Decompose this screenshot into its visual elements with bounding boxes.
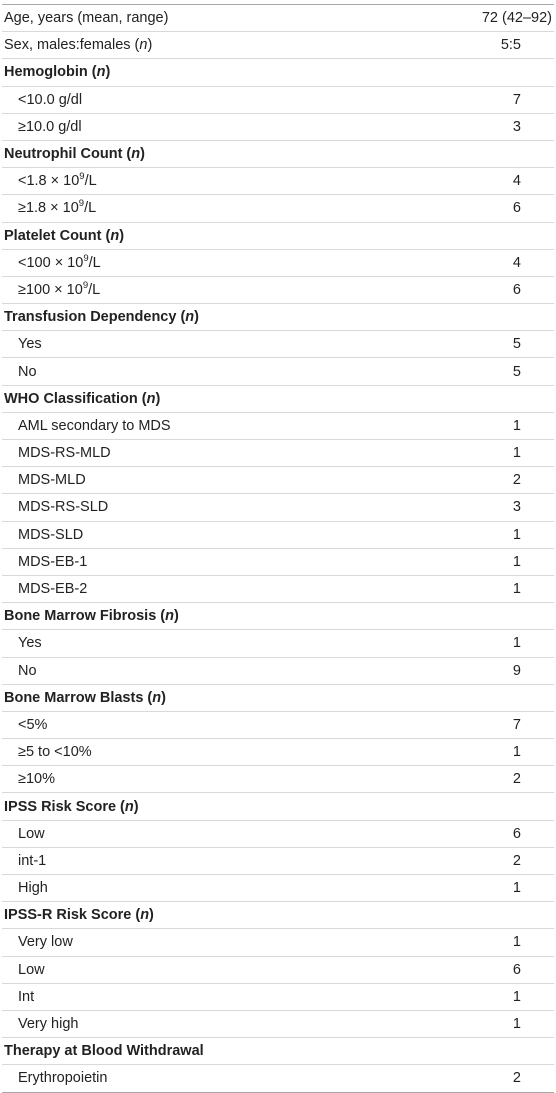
- table-row: [2, 521, 554, 548]
- table-row: [2, 412, 554, 439]
- row-value: [402, 793, 554, 820]
- table-row: [2, 548, 554, 575]
- row-value: [402, 385, 554, 412]
- table-row: [2, 929, 554, 956]
- row-label: $\ge 1.8 \times 10^9/L$: [2, 195, 402, 222]
- row-value: [402, 59, 554, 86]
- section-header-row: [2, 385, 554, 412]
- row-label: MDS-EB-1: [2, 548, 402, 575]
- table-row: [2, 1065, 554, 1092]
- table-row: [2, 168, 554, 195]
- table-row: [2, 739, 554, 766]
- row-value: 5: [402, 358, 554, 385]
- row-label: Very high: [2, 1010, 402, 1037]
- row-value: 1: [402, 1010, 554, 1037]
- row-label: <10.0 g/dl: [2, 86, 402, 113]
- characteristics-table: [2, 5, 554, 1092]
- row-value: 6: [402, 276, 554, 303]
- row-label: Low: [2, 956, 402, 983]
- row-label: int-1: [2, 847, 402, 874]
- row-label: $<100 \times 10^9/L$: [2, 249, 402, 276]
- row-label: Yes: [2, 331, 402, 358]
- section-header-row: [2, 684, 554, 711]
- section-header-label: IPSS-R Risk Score (n): [2, 902, 402, 929]
- row-value: [402, 684, 554, 711]
- row-value: [402, 1038, 554, 1065]
- table-row: [2, 630, 554, 657]
- row-value: 5: [402, 331, 554, 358]
- row-value: 3: [402, 113, 554, 140]
- section-header-label: WHO Classification (n): [2, 385, 402, 412]
- table-row: [2, 249, 554, 276]
- row-value: 1: [402, 548, 554, 575]
- row-value: 4: [402, 168, 554, 195]
- section-header-label: Therapy at Blood Withdrawal: [2, 1038, 402, 1065]
- section-header-row: [2, 304, 554, 331]
- row-value: 2: [512, 1070, 521, 1087]
- row-label: $<1.8 \times 10^9/L$: [2, 168, 402, 195]
- row-value: 1: [402, 739, 554, 766]
- row-value: 72 (42–92): [402, 5, 554, 32]
- table-row: [2, 956, 554, 983]
- row-label: $\ge 100 \times 10^9/L$: [2, 276, 402, 303]
- table-row: [2, 86, 554, 113]
- row-label: Low: [2, 820, 402, 847]
- row-label: MDS-RS-SLD: [2, 494, 402, 521]
- row-value: 1: [402, 630, 554, 657]
- section-header-label: IPSS Risk Score (n): [2, 793, 402, 820]
- row-value: 1: [402, 929, 554, 956]
- table-row: [2, 494, 554, 521]
- row-label: ≥5 to <10%: [2, 739, 402, 766]
- patient-characteristics-table: [2, 4, 554, 1093]
- table-row: [2, 820, 554, 847]
- table-row: [2, 5, 554, 32]
- table-row: [2, 440, 554, 467]
- row-label: Age, years (mean, range): [2, 5, 402, 32]
- row-value: 5:5: [402, 32, 554, 59]
- table-bottom-rule: [2, 1092, 554, 1093]
- section-header-row: [2, 793, 554, 820]
- table-row: [2, 766, 554, 793]
- section-header-row: [2, 140, 554, 167]
- row-value: 3: [402, 494, 554, 521]
- row-label: Int: [2, 983, 402, 1010]
- row-label: Very low: [2, 929, 402, 956]
- row-value: [402, 902, 554, 929]
- table-row: [2, 847, 554, 874]
- row-value: 4: [402, 249, 554, 276]
- section-header-label: Neutrophil Count (n): [2, 140, 402, 167]
- row-label: High: [2, 875, 402, 902]
- row-label: No: [2, 657, 402, 684]
- row-label: ≥10%: [2, 766, 402, 793]
- table-row: [2, 983, 554, 1010]
- row-value: 6: [402, 820, 554, 847]
- row-label: MDS-EB-2: [2, 575, 402, 602]
- table-row: [2, 276, 554, 303]
- row-value: [402, 304, 554, 331]
- table-row: [2, 195, 554, 222]
- section-header-row: [2, 1038, 554, 1065]
- row-value: 1: [402, 575, 554, 602]
- row-label: MDS-RS-MLD: [2, 440, 402, 467]
- section-header-row: [2, 222, 554, 249]
- row-value: 6: [402, 195, 554, 222]
- row-label: MDS-MLD: [2, 467, 402, 494]
- table-row: [2, 358, 554, 385]
- row-value: [402, 603, 554, 630]
- row-value: 6: [402, 956, 554, 983]
- row-value: 1: [402, 983, 554, 1010]
- row-value: 1: [402, 440, 554, 467]
- section-header-label: Transfusion Dependency (n): [2, 304, 402, 331]
- row-value: 7: [402, 711, 554, 738]
- section-header-label: Hemoglobin (n): [2, 59, 402, 86]
- row-label: MDS-SLD: [2, 521, 402, 548]
- section-header-label: Platelet Count (n): [2, 222, 402, 249]
- row-label: Erythropoietin: [18, 1070, 108, 1087]
- row-value: 1: [402, 875, 554, 902]
- table-row: [2, 1010, 554, 1037]
- row-label: AML secondary to MDS: [2, 412, 402, 439]
- table-body: [2, 5, 554, 1092]
- row-label: Sex, males:females (n): [2, 32, 402, 59]
- row-value: 1: [402, 412, 554, 439]
- row-label: <5%: [2, 711, 402, 738]
- row-value: [402, 140, 554, 167]
- row-label: No: [2, 358, 402, 385]
- section-header-row: [2, 59, 554, 86]
- table-row: [2, 331, 554, 358]
- table-row: [2, 113, 554, 140]
- row-value: 2: [402, 467, 554, 494]
- row-value: 7: [402, 86, 554, 113]
- table-row: [2, 575, 554, 602]
- row-value: 1: [402, 521, 554, 548]
- row-value: 9: [402, 657, 554, 684]
- section-header-label: Bone Marrow Blasts (n): [2, 684, 402, 711]
- table-row: [2, 32, 554, 59]
- row-label: ≥10.0 g/dl: [2, 113, 402, 140]
- table-row: [2, 657, 554, 684]
- row-label: Yes: [2, 630, 402, 657]
- section-header-row: [2, 603, 554, 630]
- row-value: [402, 222, 554, 249]
- row-value: 2: [402, 847, 554, 874]
- row-value: 2: [402, 766, 554, 793]
- section-header-label: Bone Marrow Fibrosis (n): [2, 603, 402, 630]
- section-header-row: [2, 902, 554, 929]
- table-row: [2, 467, 554, 494]
- table-row: [2, 875, 554, 902]
- table-row: [2, 711, 554, 738]
